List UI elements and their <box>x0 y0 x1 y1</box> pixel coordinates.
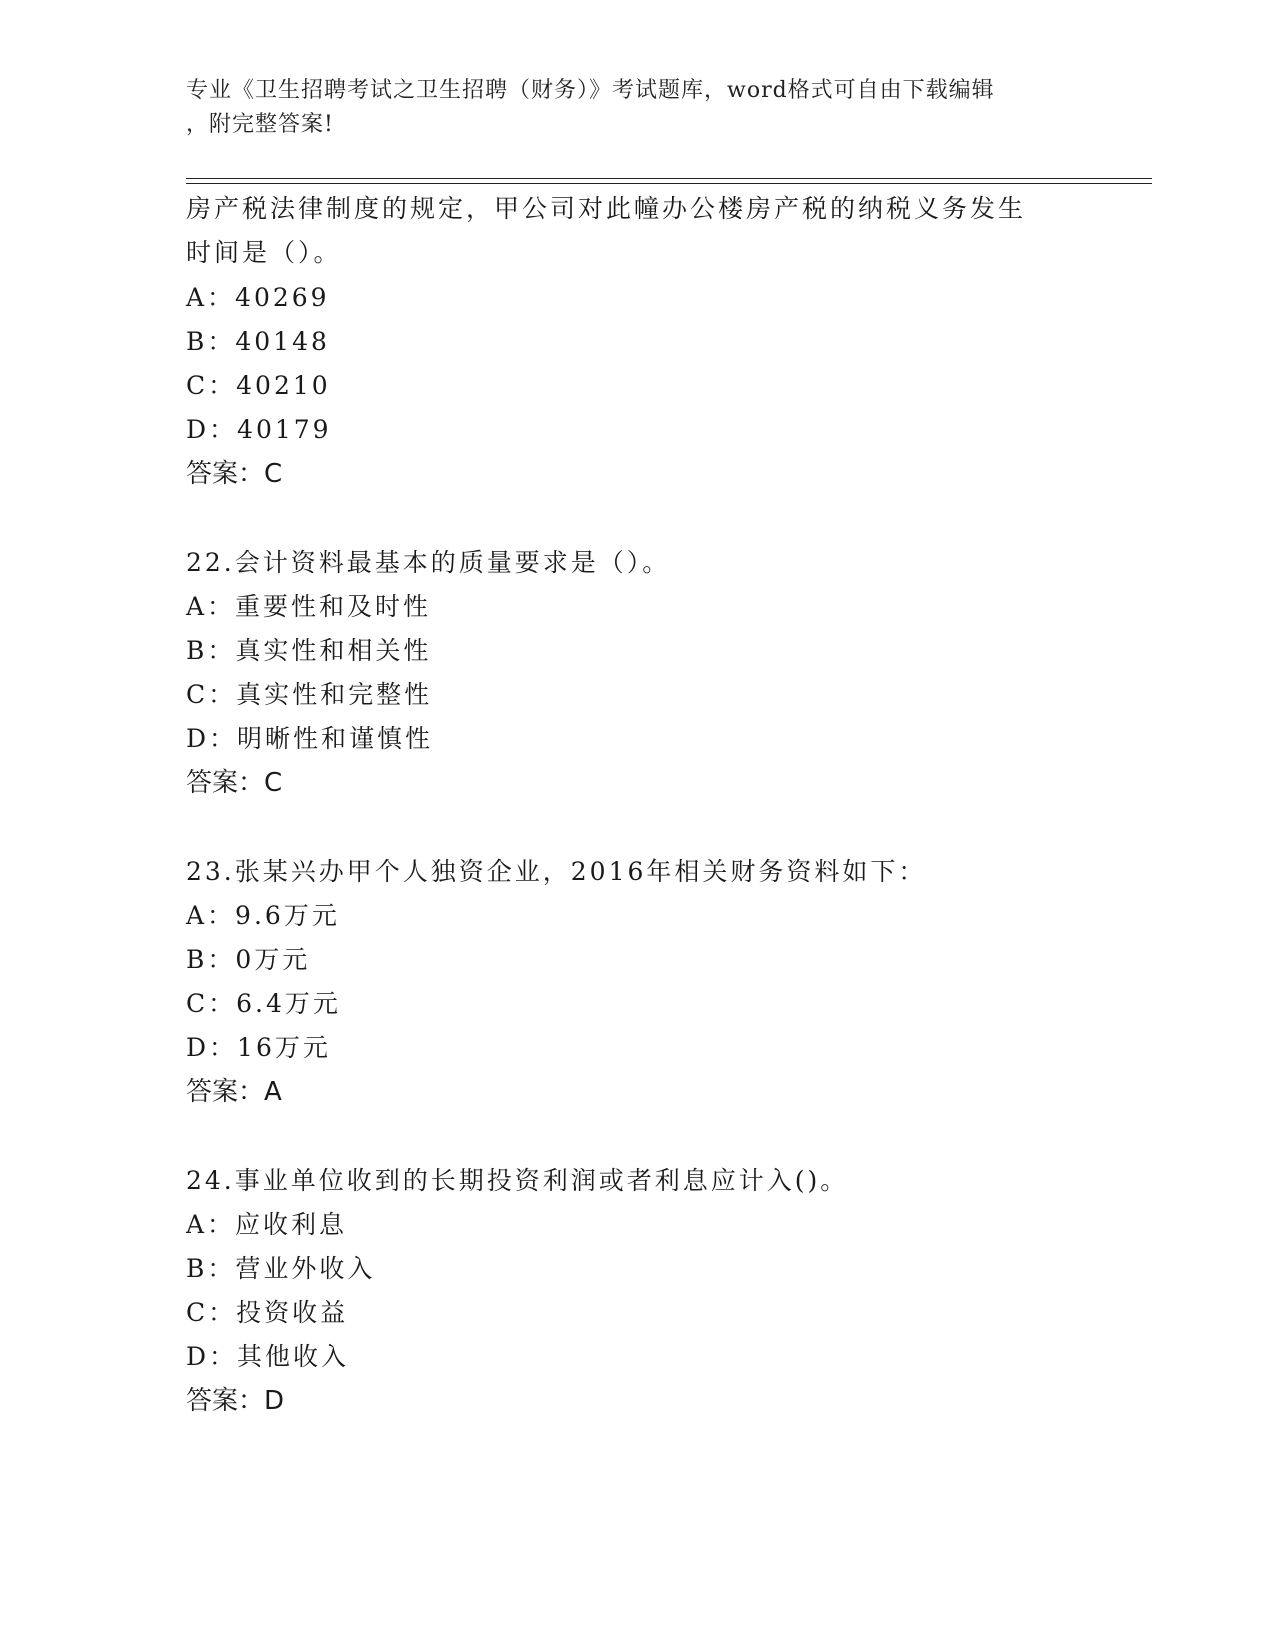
q21-stem-line-1: 房产税法律制度的规定，甲公司对此幢办公楼房产税的纳税义务发生 <box>186 194 1027 223</box>
q23-option-b: B：0万元 <box>186 945 311 974</box>
q24-option-c: C：投资收益 <box>186 1298 349 1327</box>
q21-option-d: D：40179 <box>186 415 332 444</box>
q22-option-d: D：明晰性和谨慎性 <box>186 724 434 753</box>
q24-option-a: A：应收利息 <box>186 1210 348 1239</box>
q23-stem: 23.张某兴办甲个人独资企业，2016年相关财务资料如下： <box>186 857 927 886</box>
q24-stem: 24.事业单位收到的长期投资利润或者利息应计入()。 <box>186 1166 849 1195</box>
q21-option-b: B：40148 <box>186 327 330 356</box>
q23-option-d: D：16万元 <box>186 1033 331 1062</box>
q23-option-c: C：6.4万元 <box>186 989 341 1018</box>
header-divider-top <box>186 178 1152 179</box>
q22-answer: 答案：C <box>186 768 283 798</box>
q22-option-a: A：重要性和及时性 <box>186 592 432 621</box>
q21-option-a: A：40269 <box>186 283 330 312</box>
q21-answer: 答案：C <box>186 459 283 489</box>
q23-answer: 答案：A <box>186 1077 282 1107</box>
header-line-1: 专业《卫生招聘考试之卫生招聘（财务）》考试题库，word格式可自由下载编辑 <box>186 78 995 103</box>
q24-option-b: B：营业外收入 <box>186 1254 376 1283</box>
q21-stem-line-2: 时间是（）。 <box>186 238 342 267</box>
q22-stem: 22.会计资料最基本的质量要求是（）。 <box>186 548 671 577</box>
header-line-2: ，附完整答案! <box>186 112 334 137</box>
q22-option-c: C：真实性和完整性 <box>186 680 433 709</box>
q24-option-d: D：其他收入 <box>186 1342 350 1371</box>
q23-option-a: A：9.6万元 <box>186 901 340 930</box>
q21-option-c: C：40210 <box>186 371 331 400</box>
header-divider-bottom <box>186 183 1152 184</box>
q24-answer: 答案：D <box>186 1386 285 1416</box>
q22-option-b: B：真实性和相关性 <box>186 636 432 665</box>
document-header <box>186 74 1086 142</box>
